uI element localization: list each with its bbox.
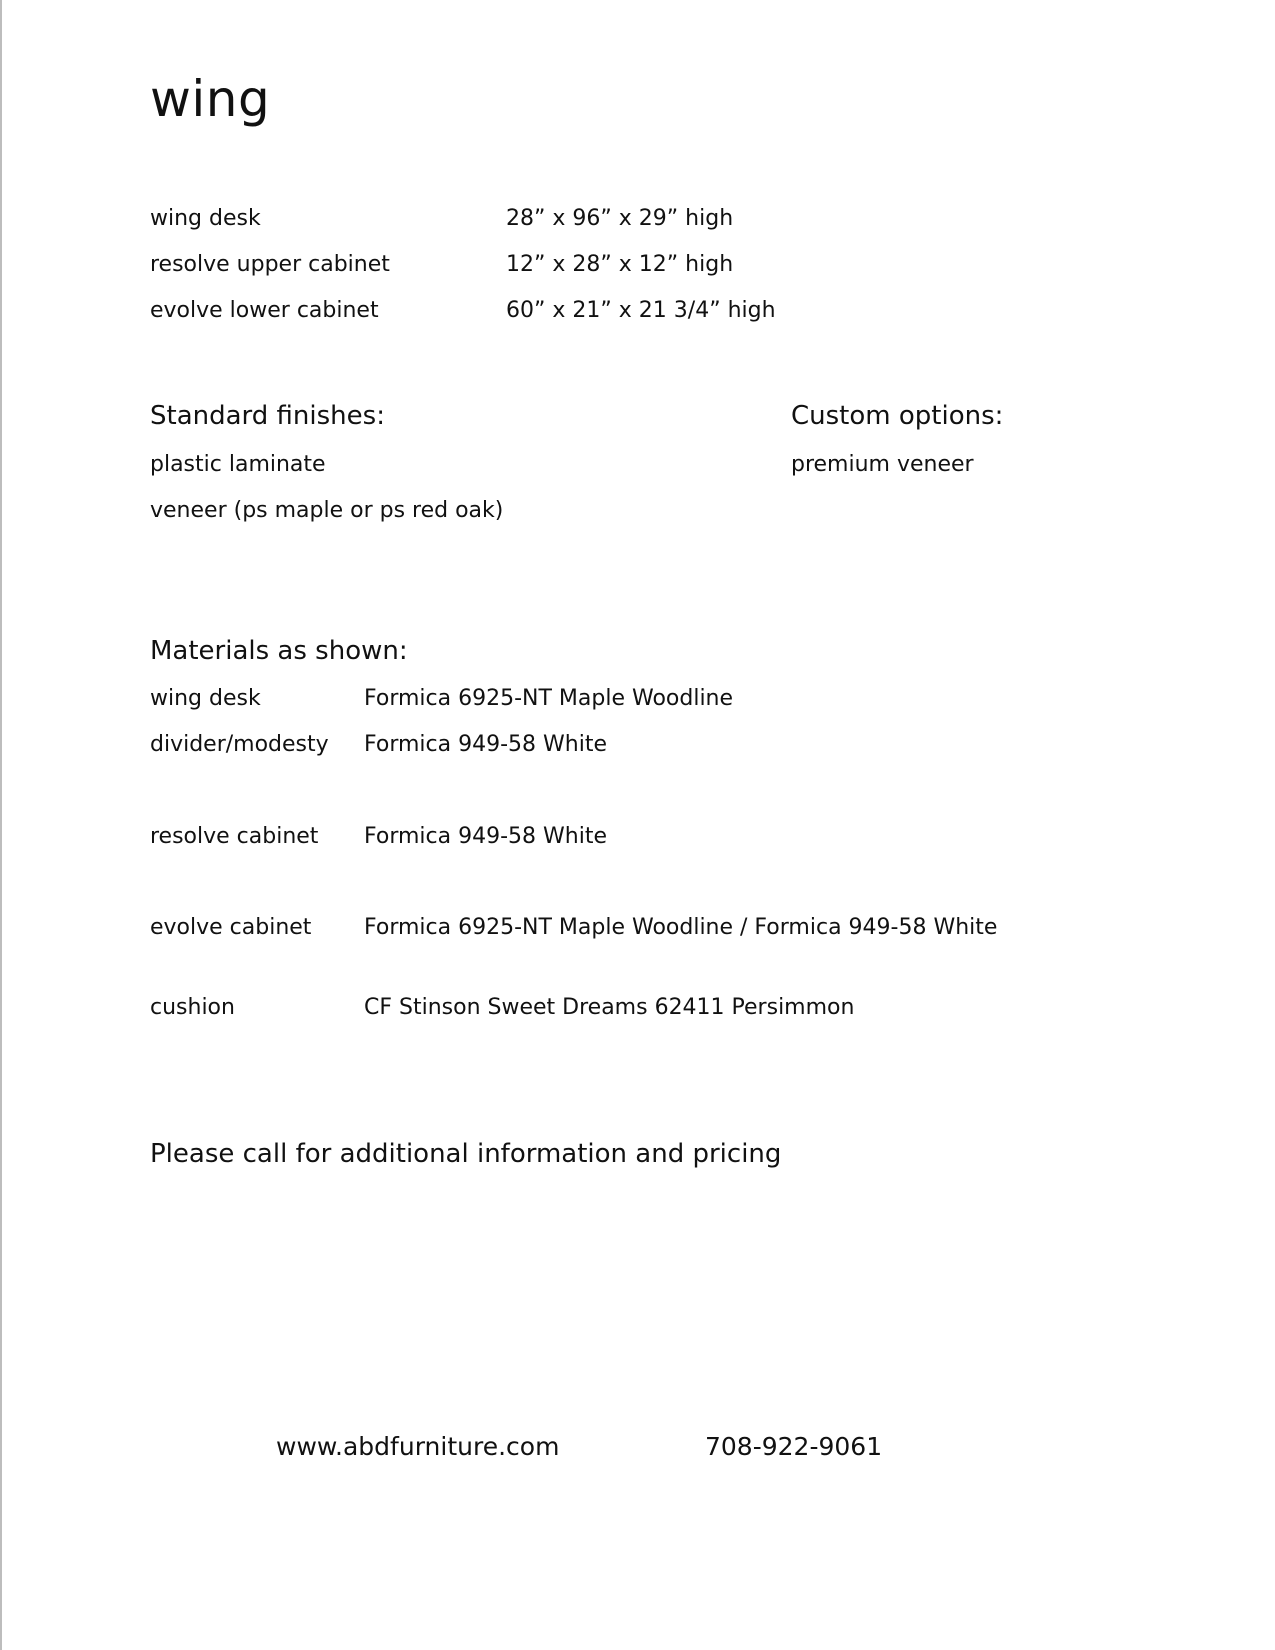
page-left-border bbox=[0, 0, 2, 1650]
standard-finish-item: veneer (ps maple or ps red oak) bbox=[150, 498, 504, 523]
standard-finish-item: plastic laminate bbox=[150, 452, 326, 477]
material-spec: Formica 6925-NT Maple Woodline / Formica 949-58 White bbox=[364, 915, 998, 940]
material-spec: Formica 6925-NT Maple Woodline bbox=[364, 686, 734, 711]
custom-option-item: premium veneer bbox=[791, 452, 974, 477]
material-part: evolve cabinet bbox=[150, 915, 312, 940]
dimension-item: wing desk bbox=[150, 206, 261, 231]
dimension-item: resolve upper cabinet bbox=[150, 252, 390, 277]
material-part: cushion bbox=[150, 995, 235, 1020]
dimension-size: 28” x 96” x 29” high bbox=[506, 206, 734, 231]
material-part: divider/modesty bbox=[150, 732, 329, 757]
footer-phone: 708-922-9061 bbox=[705, 1432, 883, 1461]
material-part: wing desk bbox=[150, 686, 261, 711]
material-spec: CF Stinson Sweet Dreams 62411 Persimmon bbox=[364, 995, 855, 1020]
custom-options-heading: Custom options: bbox=[791, 401, 1004, 431]
dimension-item: evolve lower cabinet bbox=[150, 298, 379, 323]
materials-heading: Materials as shown: bbox=[150, 636, 408, 666]
dimension-size: 12” x 28” x 12” high bbox=[506, 252, 734, 277]
pricing-note: Please call for additional information and pricing bbox=[150, 1139, 782, 1169]
standard-finishes-heading: Standard finishes: bbox=[150, 401, 385, 431]
dimension-size: 60” x 21” x 21 3/4” high bbox=[506, 298, 776, 323]
material-part: resolve cabinet bbox=[150, 824, 319, 849]
footer-website: www.abdfurniture.com bbox=[276, 1432, 560, 1461]
material-spec: Formica 949-58 White bbox=[364, 824, 607, 849]
material-spec: Formica 949-58 White bbox=[364, 732, 607, 757]
page-title: wing bbox=[150, 70, 271, 128]
